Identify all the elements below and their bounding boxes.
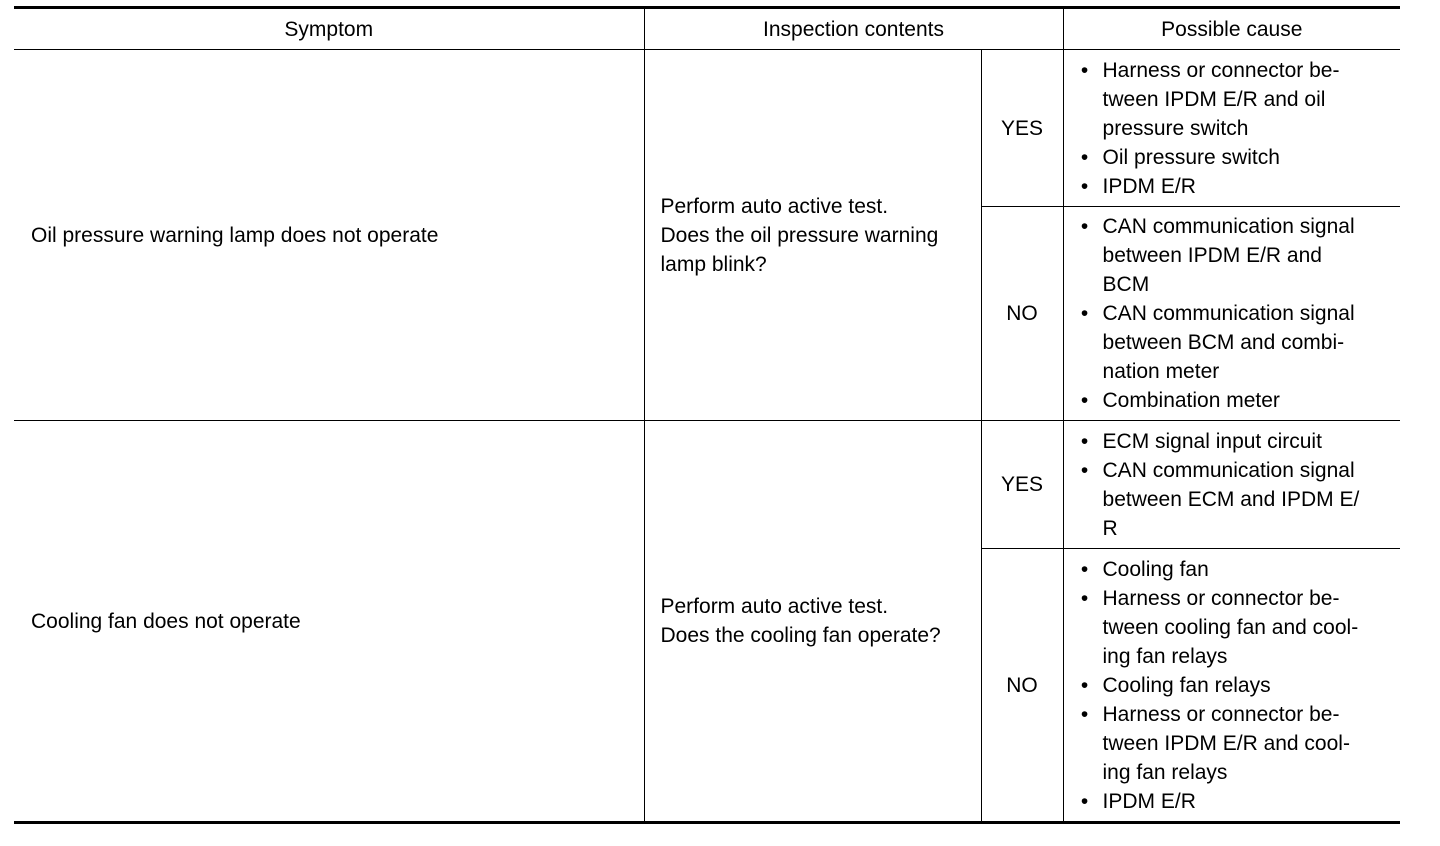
cause-line: IPDM E/R: [1102, 174, 1196, 198]
possible-cause-cell: [1063, 549, 1400, 823]
symptom-cell: Oil pressure warning lamp does not operate: [14, 50, 644, 421]
bullet-icon: •: [1080, 174, 1089, 198]
bullet-icon: •: [1080, 458, 1089, 482]
cause-line: BCM: [1102, 273, 1150, 296]
cause-line: between ECM and IPDM E/: [1102, 487, 1360, 511]
result-no-cell: NO: [981, 549, 1063, 823]
inspection-cell: [644, 421, 981, 823]
cause-line: IPDM E/R: [1102, 789, 1196, 813]
list-item: [1078, 456, 1395, 543]
result-no-cell: NO: [981, 207, 1063, 421]
header-row: [14, 8, 1400, 50]
cause-line: tween IPDM E/R and oil: [1102, 87, 1326, 111]
cause-line: ECM signal input circuit: [1102, 429, 1322, 453]
list-item: [1078, 299, 1395, 386]
cause-list: [1078, 212, 1395, 415]
result-yes-cell: YES: [981, 421, 1063, 549]
cause-line: between IPDM E/R and: [1102, 244, 1322, 267]
inspection-line: Perform auto active test.: [660, 194, 889, 218]
bullet-icon: •: [1080, 429, 1089, 453]
symptom-cell: Cooling fan does not operate: [14, 421, 644, 823]
possible-cause-cell: [1063, 50, 1400, 207]
bullet-icon: •: [1080, 702, 1089, 726]
list-item: [1078, 56, 1395, 143]
cause-line: CAN communication signal: [1102, 302, 1355, 325]
cause-line: CAN communication signal: [1102, 458, 1355, 482]
cause-line: pressure switch: [1102, 116, 1249, 140]
cause-line: ing fan relays: [1102, 760, 1228, 784]
cause-line: Harness or connector be-: [1102, 586, 1340, 610]
list-item: [1078, 700, 1395, 787]
list-item: [1078, 671, 1395, 700]
cause-line: tween IPDM E/R and cool-: [1102, 731, 1350, 755]
bullet-icon: •: [1080, 389, 1089, 412]
list-item: [1078, 787, 1395, 816]
inspection-line: Perform auto active test.: [660, 595, 889, 618]
cause-line: Harness or connector be-: [1102, 702, 1340, 726]
list-item: [1078, 212, 1395, 299]
bullet-icon: •: [1080, 215, 1089, 238]
bullet-icon: •: [1080, 145, 1089, 169]
table-row: [14, 421, 1400, 549]
cause-line: tween cooling fan and cool-: [1102, 615, 1359, 639]
table-row: [14, 50, 1400, 207]
bullet-icon: •: [1080, 789, 1089, 813]
list-item: [1078, 584, 1395, 671]
header-inspection: Inspection contents: [644, 8, 1063, 50]
cause-line: Combination meter: [1102, 389, 1280, 412]
possible-cause-cell: [1063, 421, 1400, 549]
bullet-icon: •: [1080, 586, 1089, 610]
inspection-line: lamp blink?: [660, 252, 767, 276]
bullet-icon: •: [1080, 557, 1089, 581]
cause-list: [1078, 555, 1395, 816]
cause-list: [1078, 427, 1395, 543]
list-item: [1078, 427, 1395, 456]
cause-line: Oil pressure switch: [1102, 145, 1280, 169]
cause-line: CAN communication signal: [1102, 215, 1355, 238]
list-item: [1078, 386, 1395, 415]
result-yes-cell: YES: [981, 50, 1063, 207]
inspection-cell: [644, 50, 981, 421]
cause-line: nation meter: [1102, 360, 1220, 383]
cause-line: ing fan relays: [1102, 644, 1228, 668]
list-item: [1078, 555, 1395, 584]
bullet-icon: •: [1080, 58, 1089, 82]
cause-list: [1078, 56, 1395, 201]
diagnosis-table: [14, 6, 1400, 824]
list-item: [1078, 172, 1395, 201]
header-symptom: Symptom: [14, 8, 644, 50]
cause-line: Cooling fan relays: [1102, 673, 1271, 697]
inspection-line: Does the oil pressure warning: [660, 223, 939, 247]
inspection-line: Does the cooling fan operate?: [660, 624, 941, 647]
table-body: [14, 50, 1400, 823]
cause-line: Harness or connector be-: [1102, 58, 1340, 82]
cause-line: R: [1102, 516, 1118, 540]
bullet-icon: •: [1080, 302, 1089, 325]
list-item: [1078, 143, 1395, 172]
cause-line: Cooling fan: [1102, 557, 1209, 581]
possible-cause-cell: [1063, 207, 1400, 421]
bullet-icon: •: [1080, 673, 1089, 697]
cause-line: between BCM and combi-: [1102, 331, 1345, 354]
header-possible-cause: Possible cause: [1063, 8, 1400, 50]
